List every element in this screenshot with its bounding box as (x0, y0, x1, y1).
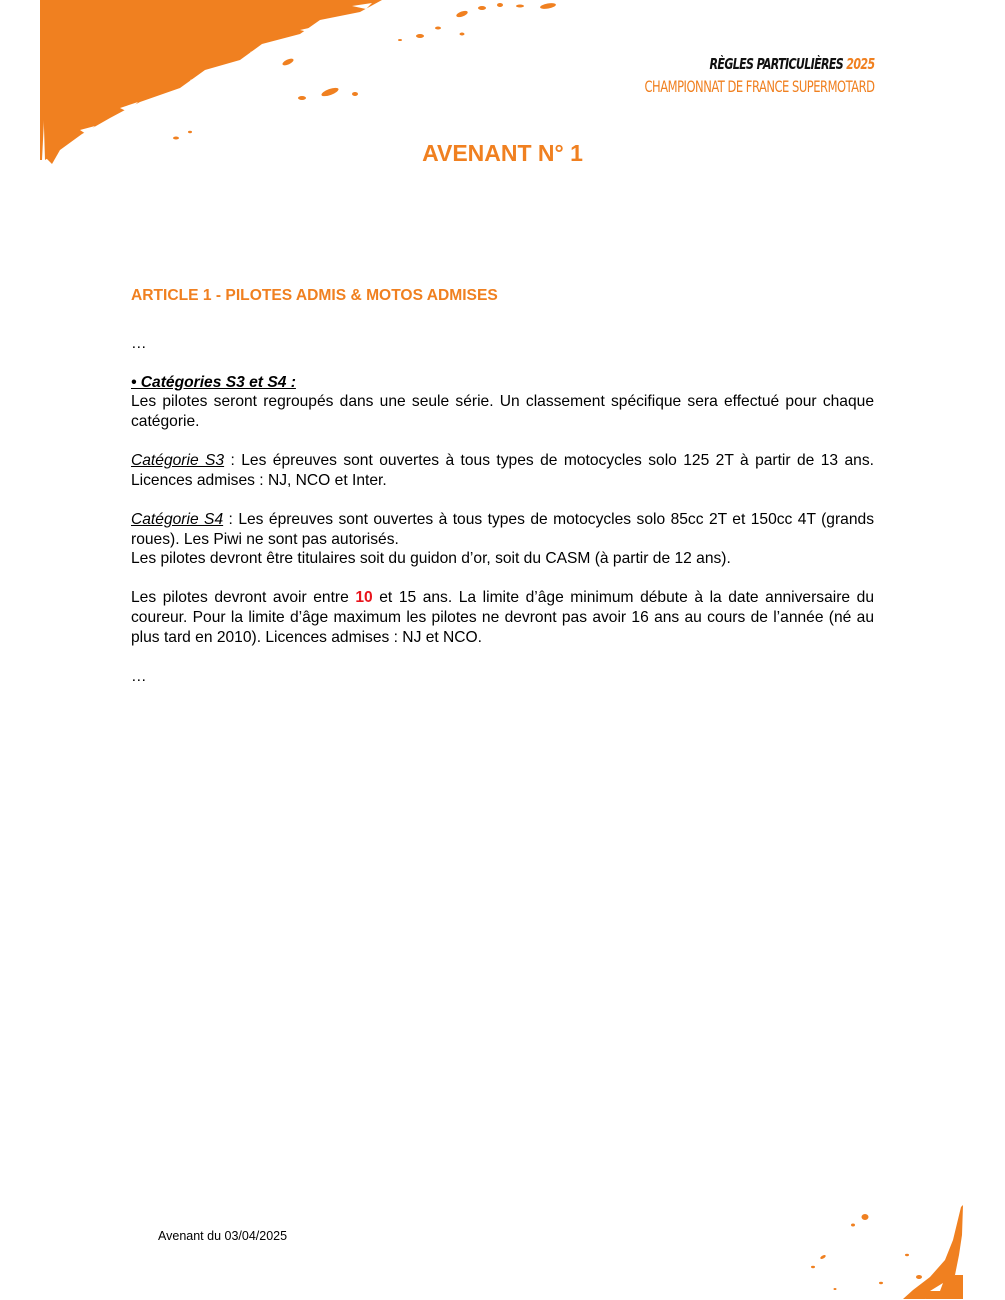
categories-heading: • Catégories S3 et S4 : (131, 373, 296, 391)
spacer (131, 569, 874, 589)
spacer (131, 353, 874, 373)
footer-date: Avenant du 03/04/2025 (158, 1229, 288, 1243)
spacer (131, 647, 874, 667)
age-paragraph (131, 588, 874, 647)
spacer (131, 490, 874, 510)
document-body (131, 286, 874, 686)
page-title: AVENANT N° 1 (422, 140, 583, 166)
article-heading: ARTICLE 1 - PILOTES ADMIS & MOTOS ADMISES (131, 287, 498, 304)
s3-label: Catégorie S3 (131, 452, 225, 470)
age-text-after: et 15 ans. La limite d’âge minimum débute à la date anniversaire du coureur. Pour la limite d’âge maximum les pilotes ne devront pas avoir 16 ans au cours de l’année (né au plus tard en 2010). Licences admises : NJ et NCO. (131, 589, 874, 646)
spacer (131, 432, 874, 452)
rules-label: RÈGLES PARTICULIÈRES (709, 55, 843, 73)
categories-paragraph: Les pilotes seront regroupés dans une seule série. Un classement spécifique sera effectué pour chaque catégorie. (131, 393, 874, 430)
s3-paragraph (131, 451, 874, 490)
ellipsis-top: … (131, 334, 147, 352)
s4-paragraph (131, 510, 874, 549)
s4-text: : Les épreuves sont ouvertes à tous types de motocycles solo 85cc 2T et 150cc 4T (grands roues). Les Piwi ne sont pas autorisés. (131, 510, 874, 548)
s3-text: : Les épreuves sont ouvertes à tous types de motocycles solo 125 2T à partir de 13 ans. Licences admises : NJ, NCO et Inter. (131, 452, 874, 489)
rules-year: 2025 (845, 55, 874, 73)
s4-label: Catégorie S4 (131, 510, 224, 528)
categories-heading-paragraph (131, 373, 874, 393)
rules-title (638, 55, 874, 73)
ellipsis-bottom: … (131, 667, 147, 685)
championship-title: CHAMPIONNAT DE FRANCE SUPERMOTARD (644, 77, 874, 96)
orange-splash-decoration-bottom (795, 1195, 1005, 1300)
s4-paragraph-2: Les pilotes devront être titulaires soit du guidon d’or, soit du CASM (à partir de 12 ans). (131, 550, 731, 568)
age-min-highlight: 10 (355, 589, 373, 607)
document-header (587, 55, 874, 96)
age-text-before: Les pilotes devront avoir entre (131, 589, 356, 607)
